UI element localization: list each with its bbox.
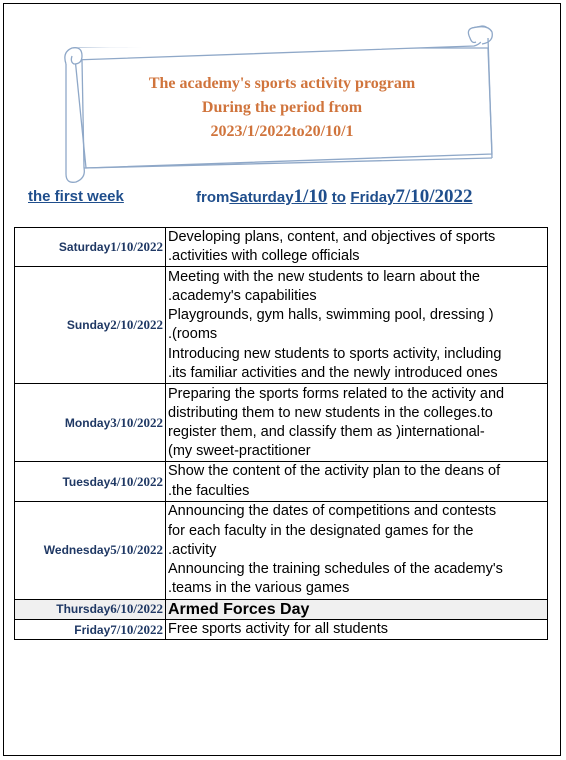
week-start-day: Saturday (229, 189, 294, 206)
activity-line: Armed Forces Day (168, 600, 310, 618)
activity-line: .teams in the various games (168, 580, 350, 597)
activity-line: .the faculties (168, 482, 250, 499)
day-date: 3/10/2022 (110, 414, 163, 430)
title-line-2: During the period from (201, 99, 363, 116)
week-from-word: from (196, 189, 230, 206)
day-name: Wednesday (43, 543, 111, 558)
activity-line: .activities with college officials (168, 248, 360, 265)
day-date: 5/10/2022 (110, 542, 163, 558)
activity-cell (166, 599, 548, 619)
activity-line: Announcing the training schedules of the academy's (168, 560, 503, 577)
day-date: 2/10/2022 (110, 317, 163, 333)
schedule-row (15, 384, 548, 462)
activity-line: Preparing the sports forms related to the activity and (168, 385, 505, 402)
program-title (122, 72, 442, 144)
activity-cell (166, 620, 548, 640)
schedule-table (14, 227, 548, 640)
activity-line: Free sports activity for all students (168, 621, 388, 638)
activity-line: .its familiar activities and the newly introduced ones (168, 364, 498, 381)
day-name: Friday (74, 622, 111, 637)
activity-line: register them, and classify them as )international- (168, 423, 485, 440)
schedule-row (15, 228, 548, 267)
week-header (0, 186, 566, 208)
day-name: Thursday (56, 602, 111, 617)
activity-line: Announcing the dates of competitions and contests (168, 503, 497, 520)
activity-line: Developing plans, content, and objectives of sports (168, 229, 496, 245)
week-end-date: 7/10/2022 (395, 186, 473, 207)
activity-line: Introducing new students to sports activity, including (168, 345, 502, 362)
day-date: 1/10/2022 (110, 239, 163, 255)
schedule-row (15, 501, 548, 599)
activity-line: Show the content of the activity plan to the deans of (168, 463, 501, 480)
day-cell (15, 267, 166, 384)
day-cell (15, 384, 166, 462)
title-line-1: The academy's sports activity program (148, 75, 416, 92)
activity-line: .activity (168, 541, 217, 558)
week-start-date: 1/10 (293, 186, 328, 207)
day-name: Sunday (66, 318, 111, 333)
title-scroll (62, 24, 498, 186)
day-date: 7/10/2022 (110, 621, 163, 637)
activity-line: Meeting with the new students to learn about the (168, 268, 480, 285)
week-range (196, 186, 472, 208)
day-cell (15, 228, 166, 267)
day-cell (15, 599, 166, 619)
day-name: Monday (64, 415, 111, 430)
activity-line: distributing them to new students in the colleges.to (168, 404, 493, 421)
schedule-row (15, 462, 548, 501)
activity-cell (166, 501, 548, 599)
week-to-word: to (331, 189, 346, 206)
activity-line: .(rooms (168, 326, 218, 343)
activity-cell (166, 462, 548, 501)
activity-line: Playgrounds, gym halls, swimming pool, dressing ) (168, 307, 494, 324)
schedule-row (15, 267, 548, 384)
day-date: 4/10/2022 (110, 473, 163, 489)
day-name: Saturday (58, 240, 111, 255)
day-cell (15, 462, 166, 501)
day-name: Tuesday (62, 474, 111, 489)
week-end-day: Friday (350, 189, 396, 206)
activity-line: .academy's capabilities (168, 288, 317, 304)
day-date: 6/10/2022 (110, 601, 163, 617)
schedule-row-holiday (15, 599, 548, 619)
activity-line: (my sweet-practitioner (168, 443, 311, 460)
activity-cell (166, 384, 548, 462)
activity-line: for each faculty in the designated games for the (168, 522, 474, 539)
activity-cell (166, 267, 548, 384)
activity-cell (166, 228, 548, 267)
day-cell (15, 620, 166, 640)
week-label: the first week (28, 188, 124, 205)
day-cell (15, 501, 166, 599)
title-line-3: 2023/1/2022to20/10/1 (210, 123, 354, 140)
schedule-row (15, 620, 548, 640)
